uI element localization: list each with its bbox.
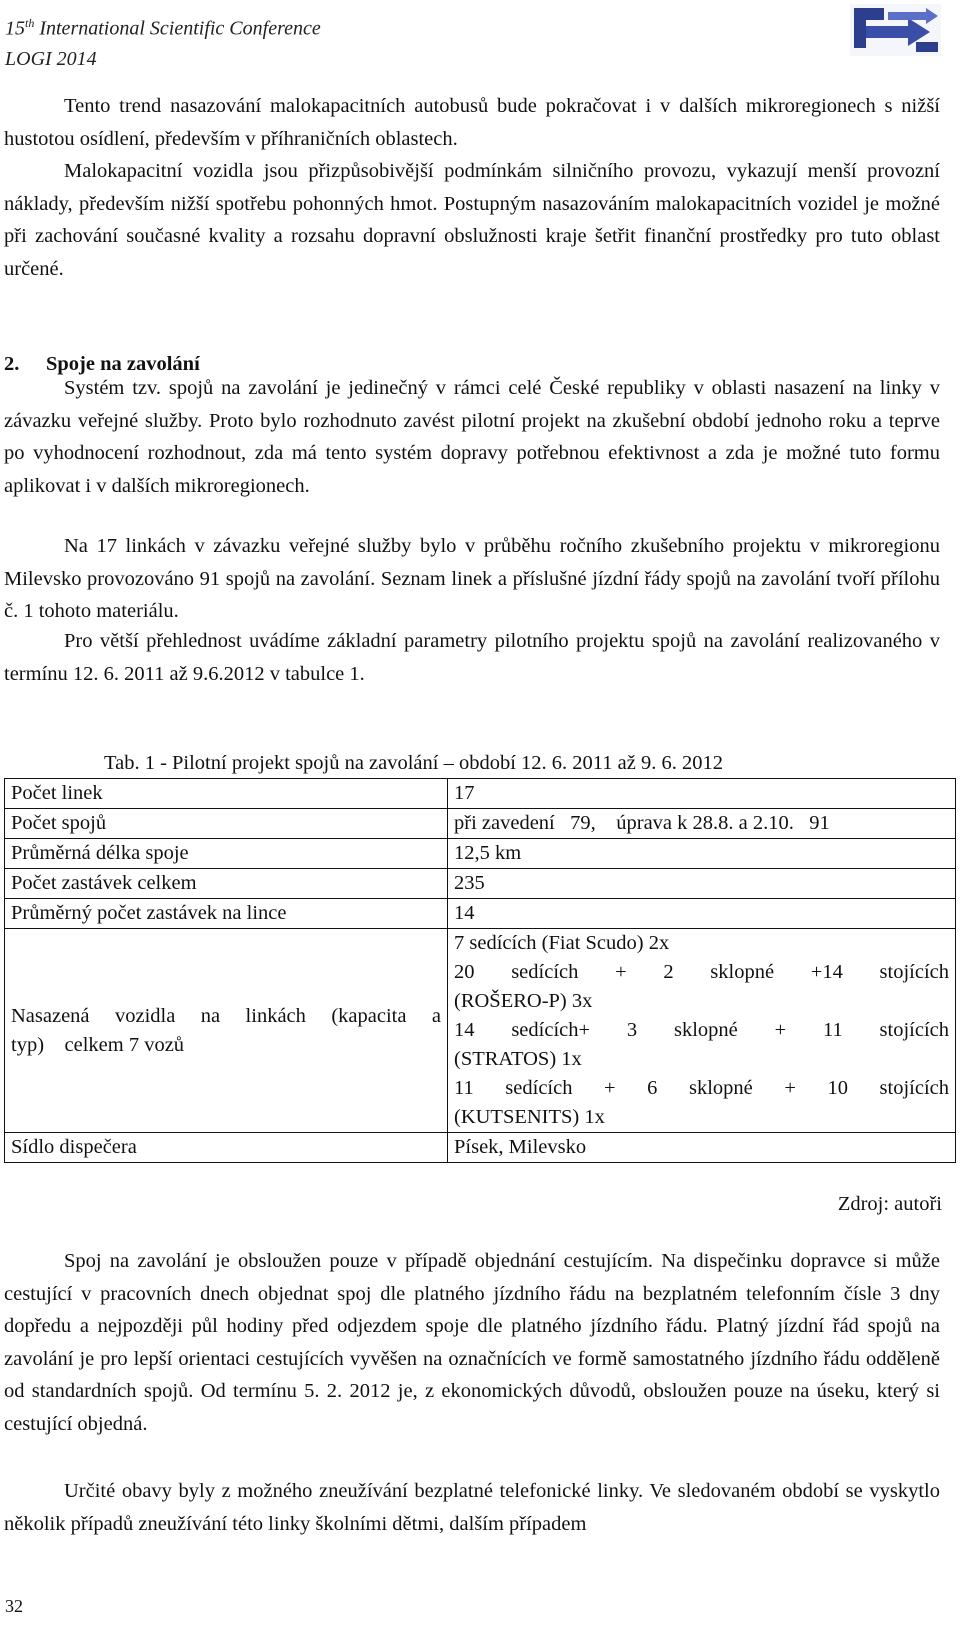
section-number: 2. (4, 353, 20, 375)
paragraph-7: Určité obavy byly z možného zneužívání bezplatné telefonické linky. Ve sledovaném období se vyskytlo několik případů zneužívání této linky školními dětmi, dalším případem (4, 1480, 940, 1535)
vehicles-label-line: Nasazená vozidla na linkách (kapacita a (11, 1004, 441, 1027)
paragraph-6: Spoj na zavolání je obsloužen pouze v případě objednání cestujícím. Na dispečinku dopravce si může cestující v pracovních dnech objednat spoj dle platného jízdního řádu na bezplatném telefonním čísle 3 dny dopředu a nejpozději půl hodiny před odjezdem spoje dle platného jízdního řádu. Platný jízdní řád spojů na zavolání je pro lepší orientaci cestujících vyvěšen na označnících ve formě samostatného jízdního řádu odděleně od standardních spojů. Od termínu 5. 2. 2012 je, z ekonomických důvodů, obsloužen pouze na úseku, který si cestující objedná. (4, 1250, 940, 1435)
vehicle-line: 14 sedících+ 3 sklopné + 11 stojících (454, 1019, 949, 1041)
table-cell-value (448, 929, 956, 1133)
table-cell-label (5, 929, 448, 1133)
paragraph-5: Pro větší přehlednost uvádíme základní parametry pilotního projektu spojů na zavolání realizovaného v termínu 12. 6. 2011 až 9.6.2012 v tabulce 1. (4, 630, 940, 685)
vehicle-line: 11 sedících + 6 sklopné + 10 stojících (454, 1077, 949, 1099)
table-cell-value: 17 (448, 779, 956, 809)
conference-event: LOGI 2014 (5, 47, 97, 70)
paragraph-3: Systém tzv. spojů na zavolání je jedinečný v rámci celé České republiky v oblasti nasazení na linky v závazku veřejné služby. Proto bylo rozhodnuto zavést pilotní projekt na zkušební období jednoho roku a teprve po vyhodnocení rozhodnout, zda má tento systém dopravy potřebnou efektivnost a zda je možné tuto formu aplikovat i v dalších mikroregionech. (4, 377, 940, 497)
table-row-vehicles (5, 929, 956, 1133)
table-cell-label: Počet zastávek celkem (5, 869, 448, 899)
table-caption: Tab. 1 - Pilotní projekt spojů na zavolání – období 12. 6. 2011 až 9. 6. 2012 (104, 752, 723, 774)
vehicle-line: (ROŠERO-P) 3x (454, 990, 593, 1012)
paragraph-2: Malokapacitní vozidla jsou přizpůsobivější podmínkám silničního provozu, vykazují menší provozní náklady, především nižší spotřebu pohonných hmot. Postupným nasazováním malokapacitních vozidel je možné při zachování současné kvality a rozsahu dopravní obslužnosti kraje šetřit finanční prostředky pro tuto oblast určené. (4, 160, 940, 280)
table-source: Zdroj: autoři (837, 1193, 942, 1215)
table-cell-label: Počet spojů (5, 809, 448, 839)
table-cell-value: 14 (448, 899, 956, 929)
table-row (5, 779, 956, 809)
vehicle-line: 20 sedících + 2 sklopné +14 stojících (454, 961, 949, 983)
vehicle-line: (KUTSENITS) 1x (454, 1106, 605, 1128)
vehicles-label-line: typ) celkem 7 vozů (11, 1033, 185, 1056)
table-row (5, 1133, 956, 1163)
table-cell-label: Průměrná délka spoje (5, 839, 448, 869)
table-row (5, 839, 956, 869)
table-cell-label: Počet linek (5, 779, 448, 809)
table-cell-value: Písek, Milevsko (448, 1133, 956, 1163)
section-title: Spoje na zavolání (46, 353, 200, 375)
conference-logo-icon (848, 2, 943, 58)
table-cell-value: 12,5 km (448, 839, 956, 869)
table-row (5, 869, 956, 899)
table-row (5, 899, 956, 929)
page-number: 32 (5, 1596, 23, 1616)
table-cell-value: 235 (448, 869, 956, 899)
conference-header (5, 8, 321, 74)
vehicle-line: (STRATOS) 1x (454, 1048, 582, 1070)
vehicle-line: 7 sedících (Fiat Scudo) 2x (454, 932, 670, 954)
pilot-project-table (4, 778, 956, 1163)
paragraph-4: Na 17 linkách v závazku veřejné služby bylo v průběhu ročního zkušebního projektu v mikroregionu Milevsko provozováno 91 spojů na zavolání. Seznam linek a příslušné jízdní řády spojů na zavolání tvoří přílohu č. 1 tohoto materiálu. (4, 535, 940, 622)
table-cell-label: Průměrný počet zastávek na lince (5, 899, 448, 929)
conference-name: 15th International Scientific Conference (5, 16, 321, 40)
table-row (5, 809, 956, 839)
paragraph-1: Tento trend nasazování malokapacitních autobusů bude pokračovat i v dalších mikroregionech s nižší hustotou osídlení, především v příhraničních oblastech. (4, 95, 940, 150)
table-cell-value: při zavedení 79, úprava k 28.8. a 2.10. 91 (448, 809, 956, 839)
table-cell-label: Sídlo dispečera (5, 1133, 448, 1163)
